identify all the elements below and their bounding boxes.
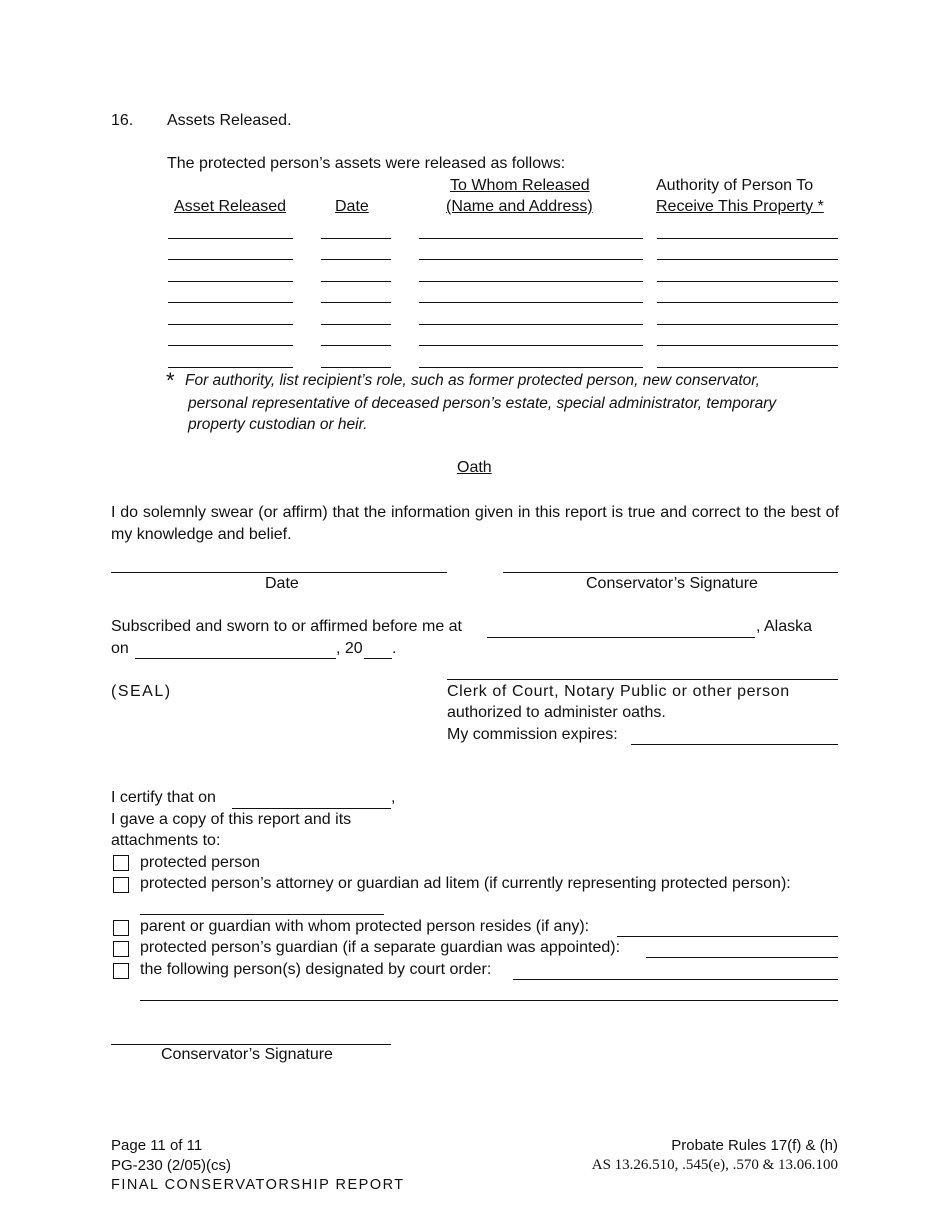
footer-statutes: AS 13.26.510, .545(e), .570 & 13.06.100 xyxy=(591,1157,838,1173)
certify-signature-line[interactable] xyxy=(111,1044,391,1045)
asset-blank[interactable] xyxy=(168,345,293,346)
checkbox-guardian[interactable] xyxy=(113,941,129,957)
col-header-authority: Authority of Person To xyxy=(656,177,814,194)
year-field[interactable] xyxy=(364,658,392,659)
authority-blank[interactable] xyxy=(657,281,838,282)
subscribed-text: Subscribed and sworn to or affirmed before me at xyxy=(111,618,462,635)
commission-label: My commission expires: xyxy=(447,726,618,743)
to-whom-blank[interactable] xyxy=(419,345,643,346)
date-blank[interactable] xyxy=(321,324,391,325)
date-blank[interactable] xyxy=(321,281,391,282)
certify-date-field[interactable] xyxy=(232,808,391,809)
guardian-field[interactable] xyxy=(646,957,838,958)
option-protected-person: protected person xyxy=(140,854,261,871)
to-whom-blank[interactable] xyxy=(419,367,643,368)
col-header-asset: Asset Released xyxy=(174,198,287,215)
checkbox-attorney[interactable] xyxy=(113,877,129,893)
footer-form-number: PG-230 (2/05)(cs) xyxy=(111,1157,232,1174)
section-intro: The protected person’s assets were released as follows: xyxy=(167,155,566,172)
court-order-field[interactable] xyxy=(513,979,838,980)
date-blank[interactable] xyxy=(321,367,391,368)
to-whom-blank[interactable] xyxy=(419,259,643,260)
asset-blank[interactable] xyxy=(168,238,293,239)
location-field[interactable] xyxy=(487,637,755,638)
footnote-line-1: For authority, list recipient’s role, such as former protected person, new conservator, xyxy=(185,372,760,389)
option-guardian: protected person’s guardian (if a separate guardian was appointed): xyxy=(140,939,621,956)
notary-signature-line[interactable] xyxy=(447,679,838,680)
alaska-label: , Alaska xyxy=(756,618,813,635)
col-header-to-whom: To Whom Released xyxy=(450,177,590,194)
footer-page: Page 11 of 11 xyxy=(111,1137,203,1154)
authority-blank[interactable] xyxy=(657,367,838,368)
col-header-receive: Receive This Property * xyxy=(656,198,824,215)
asset-blank[interactable] xyxy=(168,302,293,303)
certify-comma: , xyxy=(391,789,396,806)
authority-blank[interactable] xyxy=(657,259,838,260)
authority-blank[interactable] xyxy=(657,302,838,303)
footnote-star: * xyxy=(166,368,175,393)
checkbox-parent-guardian[interactable] xyxy=(113,920,129,936)
conservator-signature-label: Conservator’s Signature xyxy=(586,575,758,592)
clerk-line-2: authorized to administer oaths. xyxy=(447,704,666,721)
asset-blank[interactable] xyxy=(168,367,293,368)
on-label: on xyxy=(111,640,129,657)
certify-line-3: attachments to: xyxy=(111,832,221,849)
authority-blank[interactable] xyxy=(657,238,838,239)
to-whom-blank[interactable] xyxy=(419,302,643,303)
col-header-name-address: (Name and Address) xyxy=(446,198,593,215)
authority-blank[interactable] xyxy=(657,324,838,325)
sworn-date-field[interactable] xyxy=(135,658,336,659)
conservator-signature-line[interactable] xyxy=(503,572,838,573)
to-whom-blank[interactable] xyxy=(419,238,643,239)
date-blank[interactable] xyxy=(321,238,391,239)
clerk-line-1: Clerk of Court, Notary Public or other person xyxy=(447,683,790,700)
checkbox-court-order[interactable] xyxy=(113,963,129,979)
date-label: Date xyxy=(265,575,299,592)
date-blank[interactable] xyxy=(321,259,391,260)
attorney-name-field[interactable] xyxy=(140,914,384,915)
court-order-field-2[interactable] xyxy=(140,1000,838,1001)
date-signature-line[interactable] xyxy=(111,572,447,573)
checkbox-protected-person[interactable] xyxy=(113,855,129,871)
option-attorney: protected person’s attorney or guardian ad litem (if currently representing protected person): xyxy=(140,875,791,892)
certify-prefix: I certify that on xyxy=(111,789,216,806)
oath-statement: I do solemnly swear (or affirm) that the information given in this report is true and correct to the best of my knowledge and belief. xyxy=(111,504,839,543)
section-title: Assets Released. xyxy=(167,112,292,129)
footer-title: FINAL CONSERVATORSHIP REPORT xyxy=(111,1177,405,1193)
to-whom-blank[interactable] xyxy=(419,281,643,282)
commission-expires-field[interactable] xyxy=(631,744,838,745)
certify-signature-label: Conservator’s Signature xyxy=(161,1046,333,1063)
oath-heading: Oath xyxy=(457,459,492,476)
footer-rules: Probate Rules 17(f) & (h) xyxy=(671,1137,838,1154)
authority-blank[interactable] xyxy=(657,345,838,346)
col-header-date: Date xyxy=(335,198,369,215)
option-parent-guardian: parent or guardian with whom protected person resides (if any): xyxy=(140,918,590,935)
parent-guardian-field[interactable] xyxy=(617,936,838,937)
date-blank[interactable] xyxy=(321,302,391,303)
section-number: 16. xyxy=(111,112,134,129)
option-court-order: the following person(s) designated by court order: xyxy=(140,961,492,978)
certify-line-2: I gave a copy of this report and its xyxy=(111,811,352,828)
seal-label: (SEAL) xyxy=(111,683,172,700)
footnote-line-2: personal representative of deceased person’s estate, special administrator, temporary xyxy=(188,395,777,412)
date-blank[interactable] xyxy=(321,345,391,346)
footnote-line-3: property custodian or heir. xyxy=(188,416,368,433)
asset-blank[interactable] xyxy=(168,324,293,325)
asset-blank[interactable] xyxy=(168,281,293,282)
year-suffix: . xyxy=(392,640,397,657)
year-prefix: , 20 xyxy=(336,640,363,657)
asset-blank[interactable] xyxy=(168,259,293,260)
to-whom-blank[interactable] xyxy=(419,324,643,325)
